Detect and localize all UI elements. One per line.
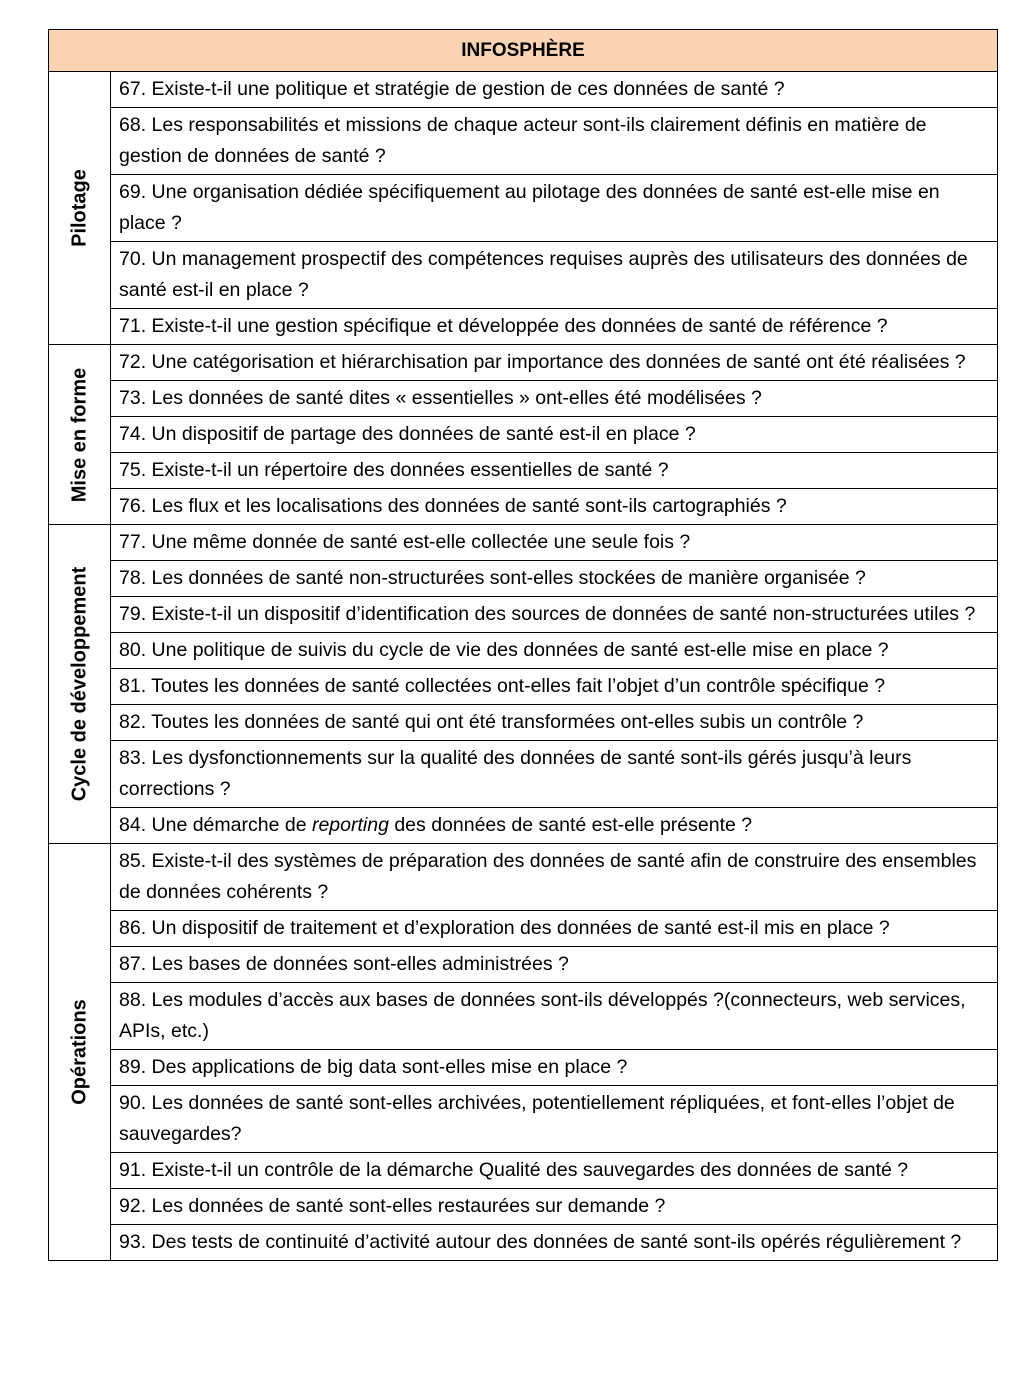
question-85: 85. Existe-t-il des systèmes de préparation des données de santé afin de construire des ensembles de données cohérents ? — [111, 844, 998, 911]
section-label: Opérations — [68, 999, 90, 1105]
question-71: 71. Existe-t-il une gestion spécifique et développée des données de santé de référence ? — [111, 309, 998, 345]
question-89: 89. Des applications de big data sont-elles mise en place ? — [111, 1050, 998, 1086]
question-79: 79. Existe-t-il un dispositif d’identification des sources de données de santé non-structurées utiles ? — [111, 597, 998, 633]
question-80: 80. Une politique de suivis du cycle de vie des données de santé est-elle mise en place ? — [111, 633, 998, 669]
question-90: 90. Les données de santé sont-elles archivées, potentiellement répliquées, et font-elles l’objet de sauvegardes? — [111, 1086, 998, 1153]
question-84-text-before: 84. Une démarche de — [119, 814, 312, 836]
question-88: 88. Les modules d’accès aux bases de données sont-ils développés ?(connecteurs, web services, APIs, etc.) — [111, 983, 998, 1050]
question-84-emphasis: reporting — [311, 814, 389, 836]
section-label: Cycle de développement — [68, 566, 90, 802]
question-93: 93. Des tests de continuité d’activité autour des données de santé sont-ils opérés régulièrement ? — [111, 1225, 998, 1261]
section-label: Mise en forme — [68, 367, 90, 502]
question-75: 75. Existe-t-il un répertoire des données essentielles de santé ? — [111, 453, 998, 489]
question-84-text-after: des données de santé est-elle présente ? — [388, 814, 753, 836]
question-84 — [111, 808, 998, 844]
section-operations — [49, 844, 111, 1261]
question-69: 69. Une organisation dédiée spécifiquement au pilotage des données de santé est-elle mise en place ? — [111, 175, 998, 242]
question-70: 70. Un management prospectif des compétences requises auprès des utilisateurs des données de santé est-il en place ? — [111, 242, 998, 309]
question-78: 78. Les données de santé non-structurées sont-elles stockées de manière organisée ? — [111, 561, 998, 597]
section-label: Pilotage — [68, 169, 90, 247]
question-72: 72. Une catégorisation et hiérarchisation par importance des données de santé ont été réalisées ? — [111, 345, 998, 381]
section-pilotage — [49, 72, 111, 345]
question-67: 67. Existe-t-il une politique et stratégie de gestion de ces données de santé ? — [111, 72, 998, 108]
question-82: 82. Toutes les données de santé qui ont été transformées ont-elles subis un contrôle ? — [111, 705, 998, 741]
question-92: 92. Les données de santé sont-elles restaurées sur demande ? — [111, 1189, 998, 1225]
question-87: 87. Les bases de données sont-elles administrées ? — [111, 947, 998, 983]
table-header: INFOSPHÈRE — [49, 30, 998, 72]
question-74: 74. Un dispositif de partage des données de santé est-il en place ? — [111, 417, 998, 453]
question-91: 91. Existe-t-il un contrôle de la démarche Qualité des sauvegardes des données de santé ? — [111, 1153, 998, 1189]
question-68: 68. Les responsabilités et missions de chaque acteur sont-ils clairement définis en matière de gestion de données de santé ? — [111, 108, 998, 175]
question-83: 83. Les dysfonctionnements sur la qualité des données de santé sont-ils gérés jusqu’à leurs corrections ? — [111, 741, 998, 808]
section-cycle-de-developpement — [49, 525, 111, 844]
infosphere-table — [48, 29, 998, 1261]
question-73: 73. Les données de santé dites « essentielles » ont-elles été modélisées ? — [111, 381, 998, 417]
question-81: 81. Toutes les données de santé collectées ont-elles fait l’objet d’un contrôle spécifique ? — [111, 669, 998, 705]
section-mise-en-forme — [49, 345, 111, 525]
question-76: 76. Les flux et les localisations des données de santé sont-ils cartographiés ? — [111, 489, 998, 525]
question-77: 77. Une même donnée de santé est-elle collectée une seule fois ? — [111, 525, 998, 561]
question-86: 86. Un dispositif de traitement et d’exploration des données de santé est-il mis en place ? — [111, 911, 998, 947]
